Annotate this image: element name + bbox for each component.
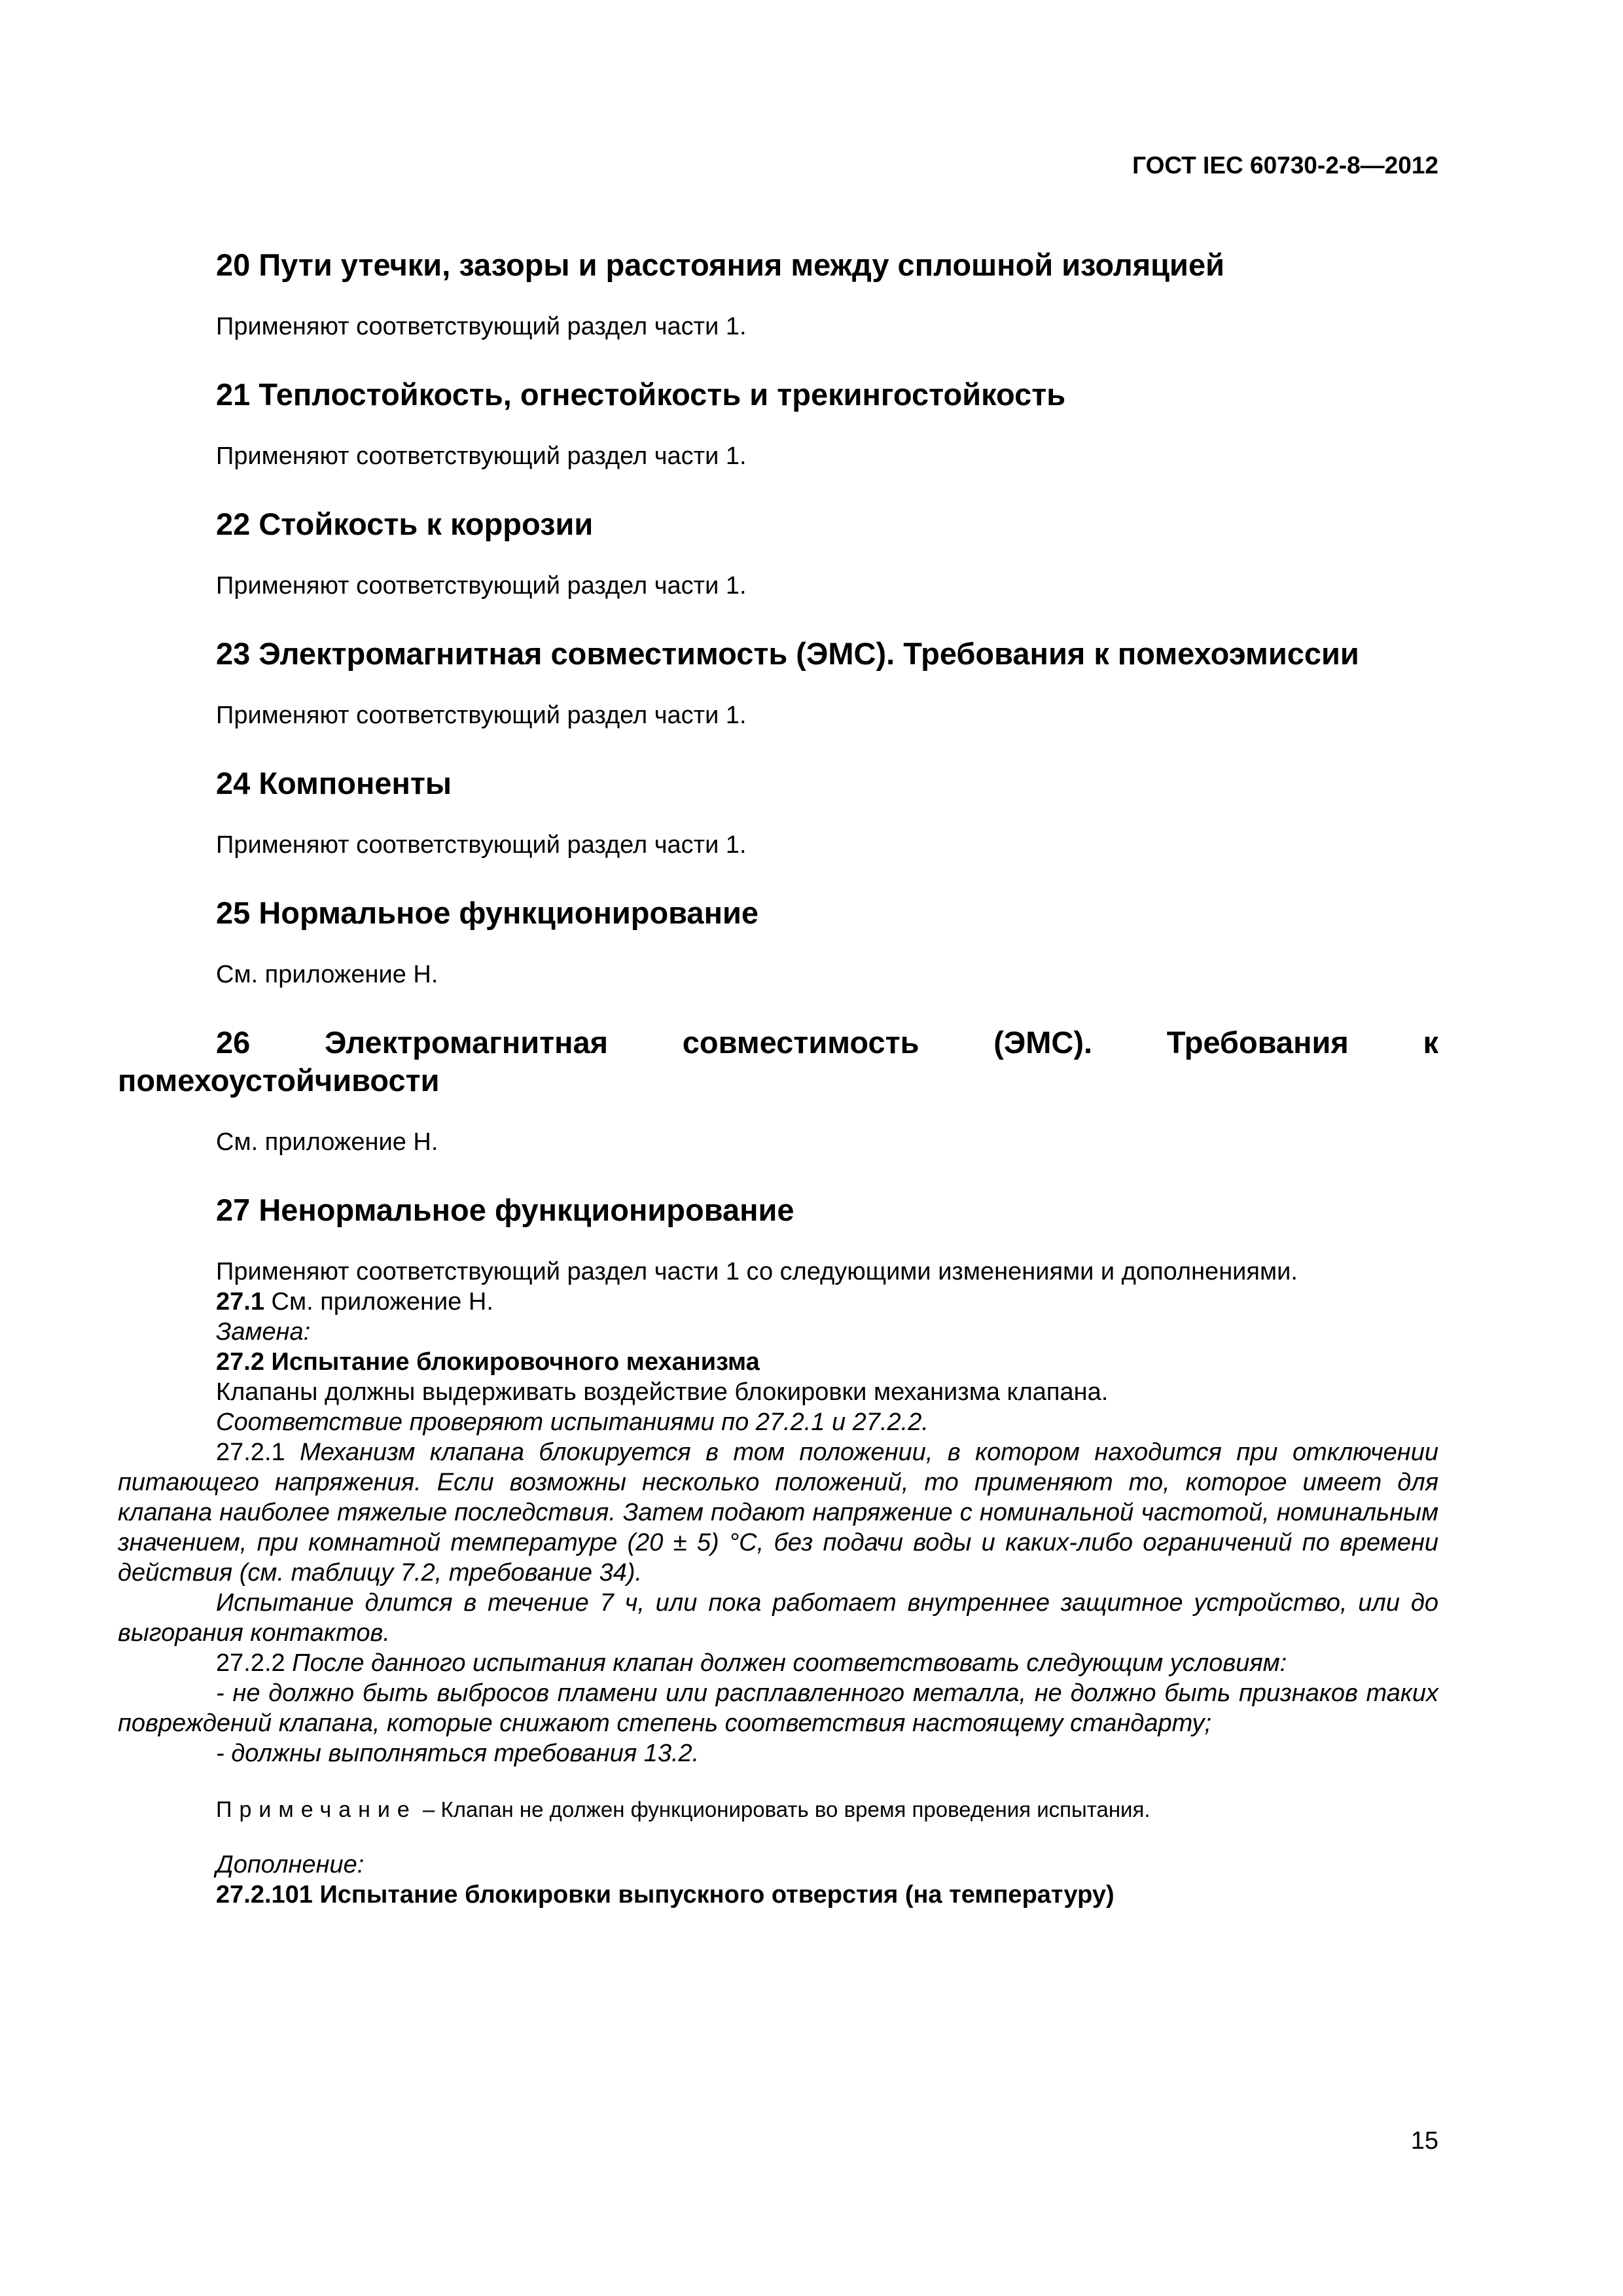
section-heading: 24 Компоненты xyxy=(216,766,452,800)
clause-27-2-compliance: Соответствие проверяют испытаниями по 27.2.1 и 27.2.2. xyxy=(216,1408,929,1436)
clause-27-2-2-item-1: - не должно быть выбросов пламени или расплавленного металла, не должно быть признаков таких повреждений клапана, которые снижают степень соответствия настоящему стандарту; xyxy=(118,1679,1438,1737)
note xyxy=(118,1795,1438,1825)
section-21 xyxy=(118,376,1438,471)
section-text: Применяют соответствующий раздел части 1. xyxy=(216,442,747,470)
clause-number: 27.1 xyxy=(216,1288,264,1316)
section-text: Применяют соответствующий раздел части 1. xyxy=(216,572,747,600)
section-26 xyxy=(118,1024,1438,1157)
clause-27-2-101-heading: 27.2.101 Испытание блокировки выпускного отверстия (на температуру) xyxy=(216,1881,1115,1909)
section-text: Применяют соответствующий раздел части 1 со следующими изменениями и дополнениями. xyxy=(216,1258,1298,1285)
standard-code-header: ГОСТ IEC 60730-2-8—2012 xyxy=(1132,152,1438,179)
page-number: 15 xyxy=(1410,2127,1438,2155)
section-23 xyxy=(118,635,1438,730)
clause-number: 27.2.2 xyxy=(216,1649,285,1677)
section-20 xyxy=(118,246,1438,342)
section-text: Применяют соответствующий раздел части 1. xyxy=(216,702,747,729)
section-24 xyxy=(118,764,1438,860)
clause-27-2-2-item-2: - должны выполняться требования 13.2. xyxy=(216,1740,700,1767)
section-heading: 27 Ненормальное функционирование xyxy=(216,1193,794,1227)
clause-27-2-heading: 27.2 Испытание блокировочного механизма xyxy=(216,1348,760,1376)
section-heading: 25 Нормальное функционирование xyxy=(216,895,758,930)
replacement-label: Замена: xyxy=(216,1318,311,1346)
section-heading: 21 Теплостойкость, огнестойкость и трекингостойкость xyxy=(216,377,1066,412)
clause-27-2-1-duration: Испытание длится в течение 7 ч, или пока работает внутреннее защитное устройство, или до выгорания контактов. xyxy=(118,1589,1438,1647)
addition-label: Дополнение: xyxy=(216,1851,365,1878)
section-text: Применяют соответствующий раздел части 1. xyxy=(216,831,747,859)
clause-text: См. приложение Н. xyxy=(264,1288,493,1316)
clause-27-2-text: Клапаны должны выдерживать воздействие блокировки механизма клапана. xyxy=(216,1378,1109,1406)
note-label: Примечание xyxy=(216,1797,417,1822)
clause-27-1 xyxy=(118,1287,1438,1317)
section-text: См. приложение Н. xyxy=(216,961,438,988)
section-heading: 20 Пути утечки, зазоры и расстояния между сплошной изоляцией xyxy=(216,247,1224,282)
clause-27-2-1 xyxy=(118,1437,1438,1588)
section-22 xyxy=(118,505,1438,601)
section-25 xyxy=(118,894,1438,990)
section-text: См. приложение Н. xyxy=(216,1128,438,1156)
clause-27-2-2 xyxy=(118,1648,1438,1678)
section-27 xyxy=(118,1191,1438,1910)
note-text: – Клапан не должен функционировать во время проведения испытания. xyxy=(416,1797,1150,1821)
clause-text: После данного испытания клапан должен соответствовать следующим условиям: xyxy=(285,1649,1287,1677)
section-heading: 26 Электромагнитная совместимость (ЭМС). Требования к помехоустойчивости xyxy=(118,1025,1438,1098)
clause-text: Механизм клапана блокируется в том положении, в котором находится при отключении питающего напряжения. Если возможны несколько положений, то применяют то, которое имеет для клапана наиболее тяжелые последствия. Затем подают напряжение с номинальной частотой, номинальным значением, при комнатной температуре (20 ± 5) °С, без подачи воды и каких-либо ограничений по времени действия (см. таблицу 7.2, требование 34). xyxy=(118,1439,1438,1587)
section-text: Применяют соответствующий раздел части 1. xyxy=(216,313,747,340)
document-body xyxy=(118,246,1438,1910)
clause-number: 27.2.1 xyxy=(216,1439,285,1466)
section-heading: 23 Электромагнитная совместимость (ЭМС). Требования к помехоэмиссии xyxy=(216,636,1359,671)
section-heading: 22 Стойкость к коррозии xyxy=(216,507,594,541)
